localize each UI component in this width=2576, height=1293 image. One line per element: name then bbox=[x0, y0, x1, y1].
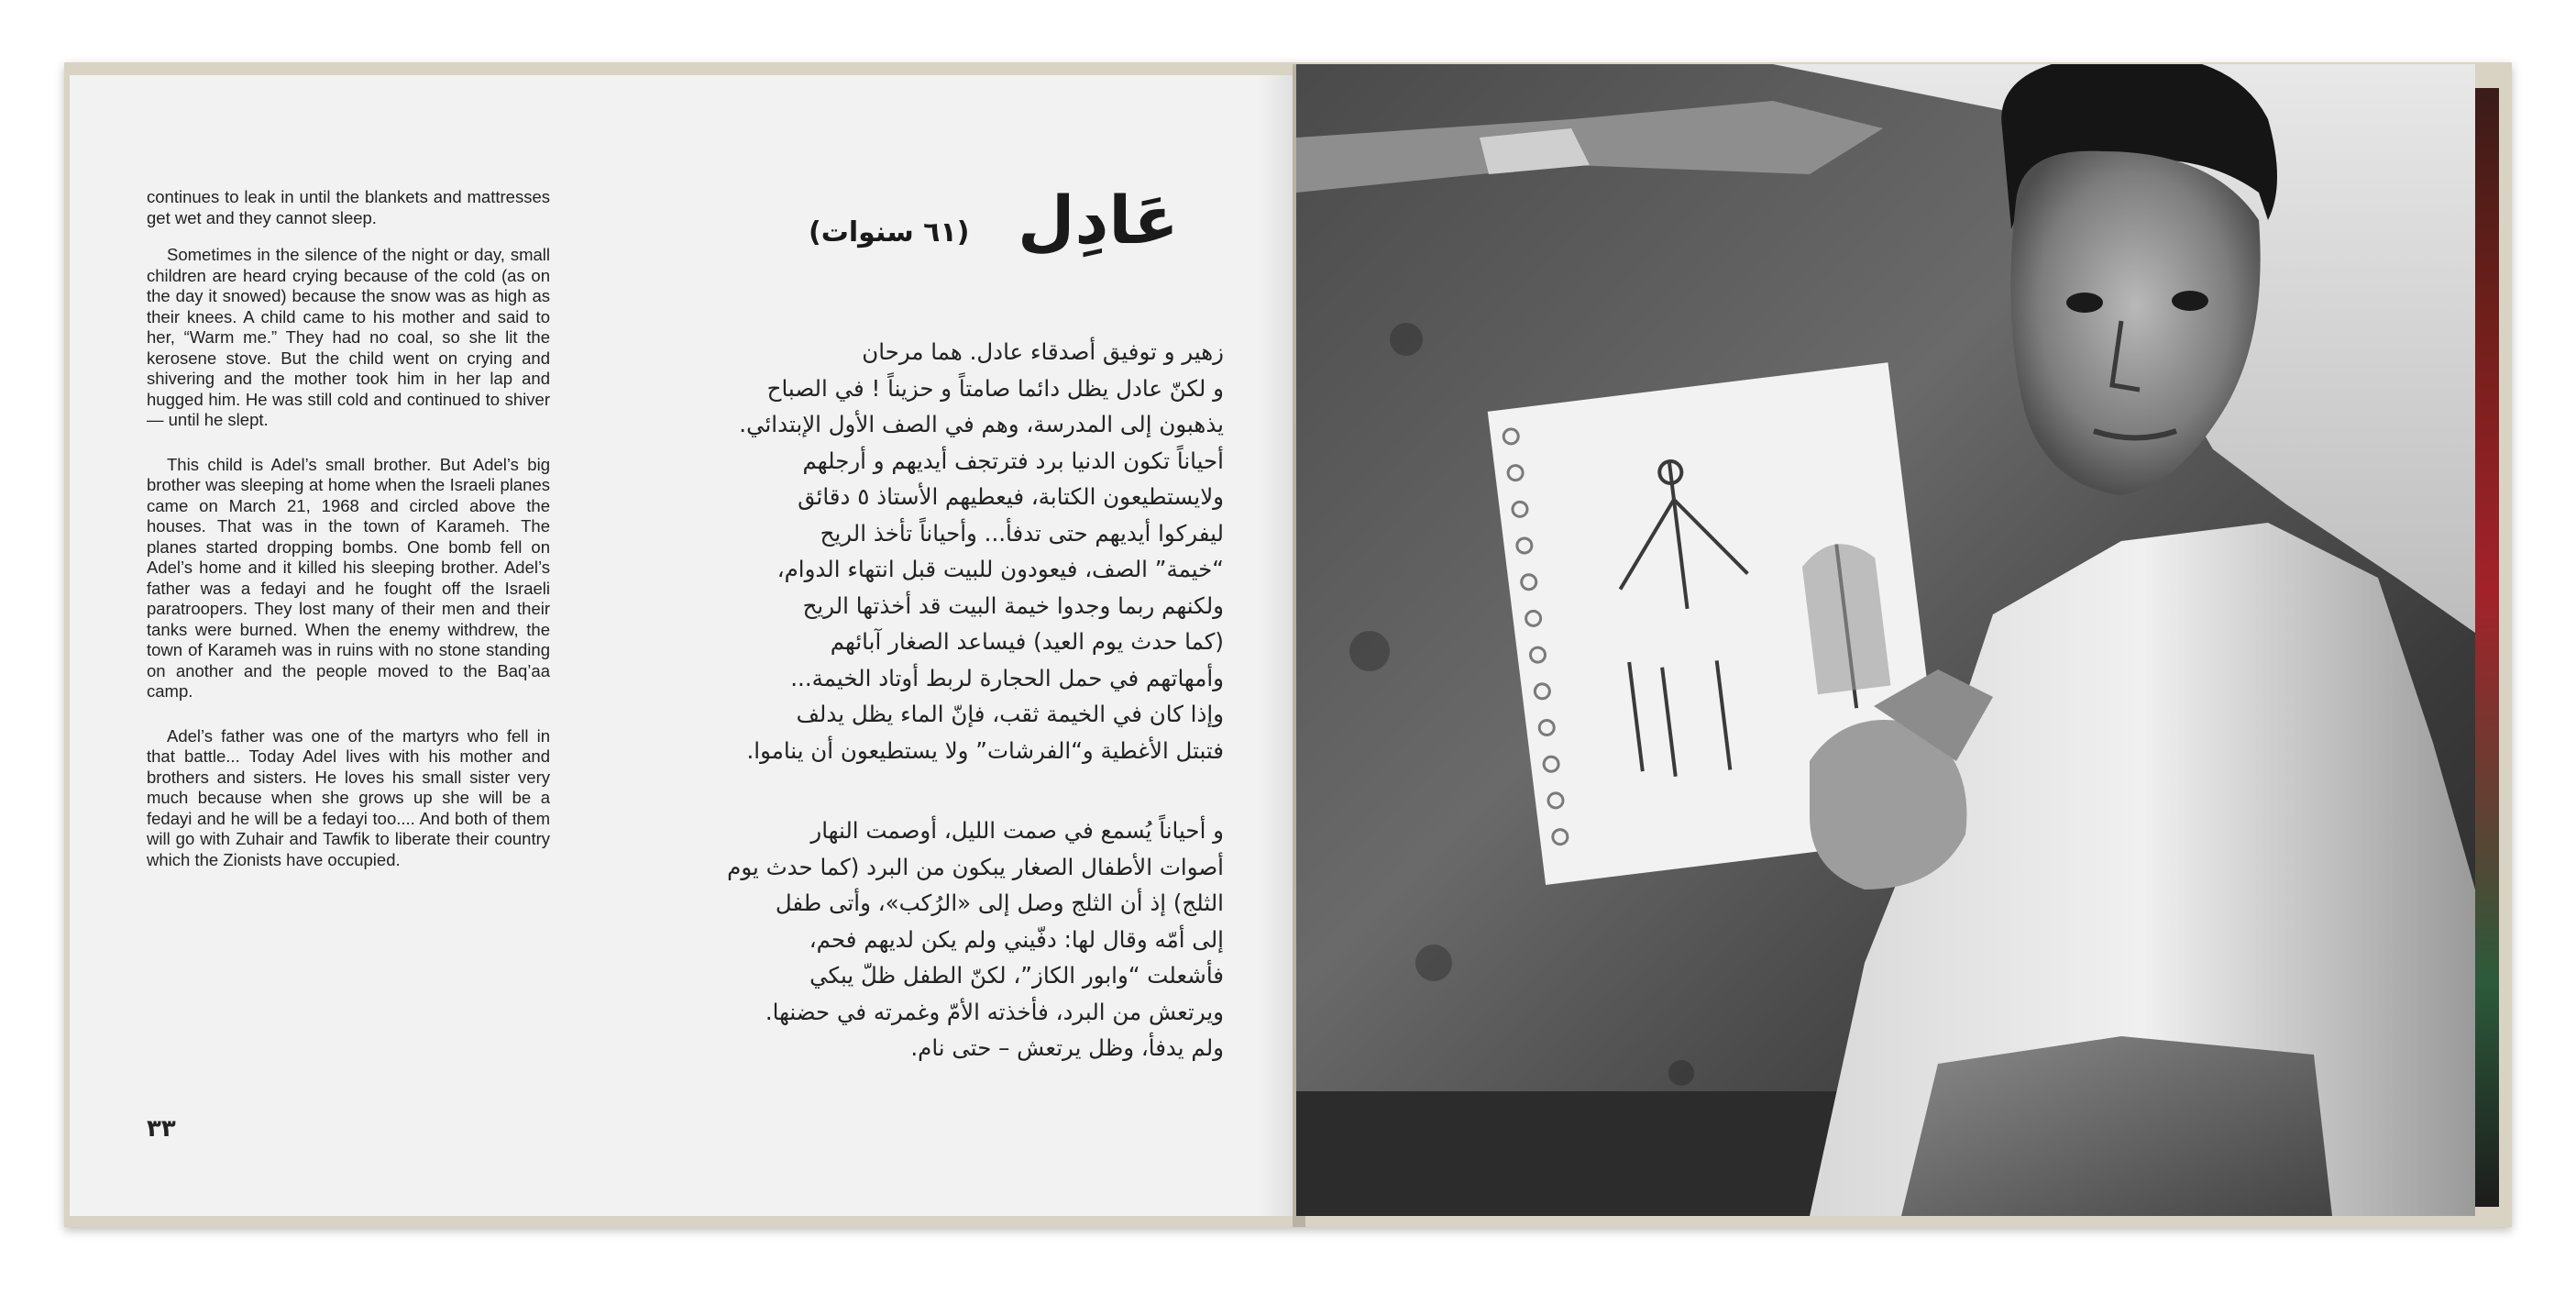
arabic-line: وإذا كان في الخيمة ثقب، فإنّ الماء يظل يدلف bbox=[796, 701, 1224, 727]
arabic-paragraph-1 bbox=[600, 334, 1224, 768]
arabic-line: فتبتل الأغطية و“الفرشات” ولا يستطيعون أن يناموا. bbox=[746, 736, 1224, 764]
arabic-line: (كما حدث يوم العيد) فيساعد الصغار آبائهم bbox=[830, 628, 1224, 655]
arabic-line: أصوات الأطفال الصغار يبكون من البرد (كما حدث يوم bbox=[727, 853, 1224, 880]
english-paragraph: continues to leak in until the blankets and mattresses get wet and they cannot sleep. bbox=[147, 187, 550, 227]
arabic-line: فأشعلت “وابور الكاز”، لكنّ الطفل ظلّ يبكي bbox=[809, 962, 1224, 989]
page-number: ٣٣ bbox=[147, 1115, 176, 1143]
chapter-subtitle: (٦١ سنوات) bbox=[809, 216, 970, 249]
arabic-line: أحياناً تكون الدنيا برد فترتجف أيديهم و أرجلهم bbox=[802, 447, 1224, 474]
arabic-line: الثلج) إذ أن الثلج وصل إلى «الرُكب»، وأتى طفل bbox=[775, 890, 1224, 916]
arabic-line: و أحياناً يُسمع في صمت الليل، أوصمت النهار bbox=[810, 817, 1224, 844]
chapter-title: عَادِل bbox=[1018, 182, 1179, 259]
photo-illustration bbox=[1296, 64, 2475, 1216]
arabic-line: يذهبون إلى المدرسة، وهم في الصف الأول الإبتدائي. bbox=[739, 411, 1224, 437]
arabic-line: ولم يدفأ، وظل يرتعش – حتى نام. bbox=[910, 1034, 1224, 1061]
arabic-line: “خيمة” الصف، فيعودون للبيت قبل انتهاء الدوام، bbox=[776, 556, 1224, 582]
english-paragraph: Sometimes in the silence of the night or day, small children are heard crying because of the cold (as on the day it snowed) because the snow was as high as their knees. A child came to his mother and said to her, “Warm me.” They had no coal, so she lit the kerosene stove. But the child went on crying and shivering and the mother took him in her lap and hugged him. He was still cold and continued to shiver — until he slept. bbox=[147, 245, 550, 429]
arabic-line: و لكنّ عادل يظل دائما صامتاً و حزيناً ! في الصباح bbox=[766, 374, 1224, 402]
photo-boy-with-drawing bbox=[1296, 64, 2475, 1216]
arabic-line: ليفركوا أيديهم حتى تدفأ... وأحياناً تأخذ الريح bbox=[820, 519, 1224, 547]
arabic-line: ولايستطيعون الكتابة، فيعطيهم الأستاذ ٥ دقائق bbox=[798, 483, 1224, 510]
english-paragraph: Adel’s father was one of the martyrs who fell in that battle... Today Adel lives with his mother and brothers and sisters. He loves his small sister very much because when she grows up she will be a fedayi and he will be a fedayi too.... And both of them will go with Zuhair and Tawfik to liberate their country which the Zionists have occupied. bbox=[147, 725, 550, 869]
arabic-paragraph-2 bbox=[600, 812, 1224, 1066]
arabic-line: زهير و توفيق أصدقاء عادل. هما مرحان bbox=[862, 338, 1224, 365]
arabic-line: ولكنهم ربما وجدوا خيمة البيت قد أخذتها الريح bbox=[802, 591, 1224, 619]
english-text-column bbox=[147, 187, 550, 887]
arabic-line: ويرتعش من البرد، فأخذته الأمّ وغمرته في حضنها. bbox=[765, 998, 1224, 1025]
arabic-text-column bbox=[600, 334, 1224, 1066]
arabic-line: إلى أمّه وقال لها: دفّيني ولم يكن لديهم فحم، bbox=[809, 925, 1224, 953]
english-paragraph: This child is Adel’s small brother. But Adel’s big brother was sleeping at home when the Israeli planes came on March 21, 1968 and circled above the houses. That was in the town of Karameh. The planes started dropping bombs. One bomb fell on Adel’s home and it killed his sleeping brother. Adel’s father was a fedayi and he fought off the Israeli paratroopers. They lost many of their men and their tanks were burned. When the enemy withdrew, the town of Karameh was in ruins with no stone standing on another and the people moved to the Baq’aa camp. bbox=[147, 454, 550, 701]
arabic-line: وأمهاتهم في حمل الحجارة لربط أوتاد الخيمة... bbox=[790, 664, 1224, 691]
page-edge-strip bbox=[2473, 88, 2499, 1207]
